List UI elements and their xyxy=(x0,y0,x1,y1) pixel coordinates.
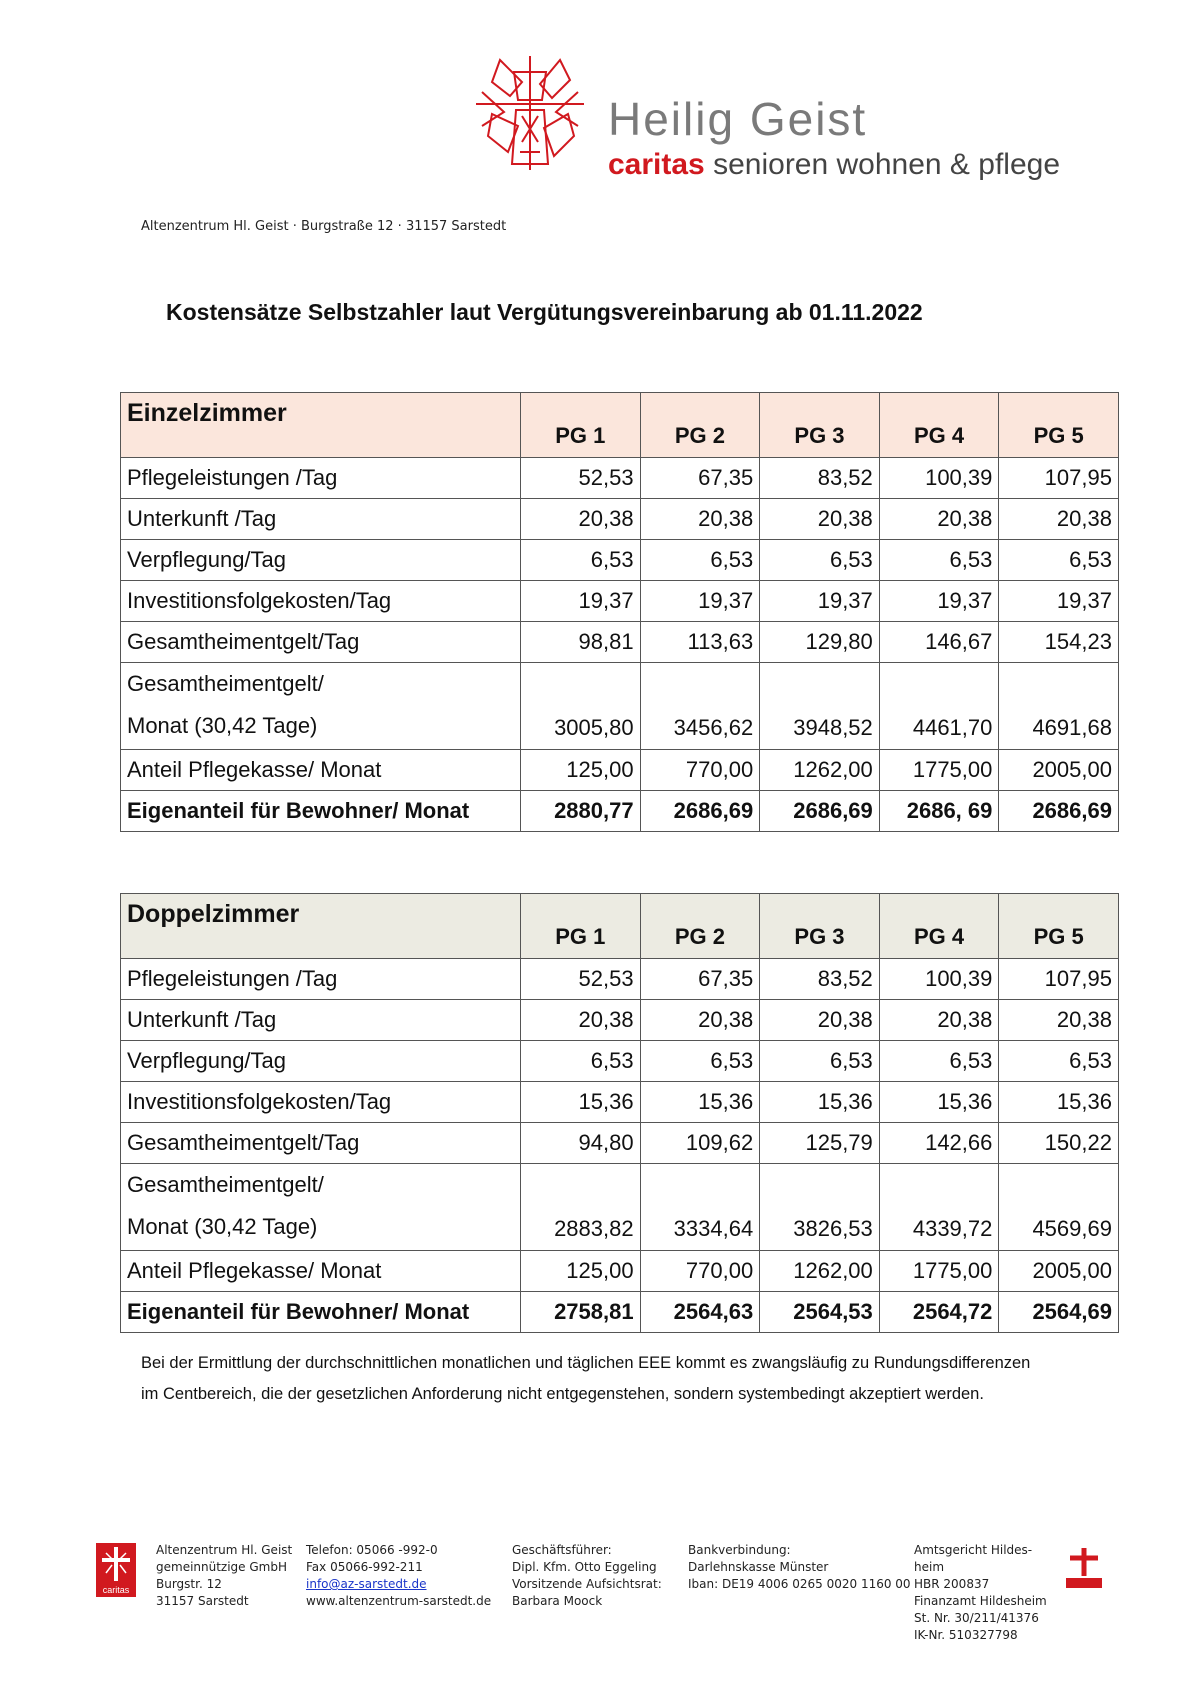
cell-value: 142,66 xyxy=(879,1123,999,1164)
cell-value: 2686,69 xyxy=(999,791,1119,832)
column-header: PG 4 xyxy=(879,894,999,959)
row-label: Verpflegung/Tag xyxy=(121,540,521,581)
cell-value: 4339,72 xyxy=(879,1164,999,1251)
cell-value: 6,53 xyxy=(521,540,641,581)
footer-line: Vorsitzende Aufsichtsrat: xyxy=(512,1577,662,1591)
cell-value: 146,67 xyxy=(879,622,999,663)
sender-address: Altenzentrum Hl. Geist · Burgstraße 12 · 31157 Sarstedt xyxy=(141,219,507,234)
cell-value: 770,00 xyxy=(640,1251,760,1292)
row-label: Pflegeleistungen /Tag xyxy=(121,458,521,499)
column-header: PG 1 xyxy=(521,894,641,959)
cell-value: 2564,53 xyxy=(760,1292,880,1333)
table-row xyxy=(121,663,1119,750)
table-header-row xyxy=(121,894,1119,959)
row-label: Anteil Pflegekasse/ Monat xyxy=(121,750,521,791)
row-label-line: Gesamtheimentgelt/ xyxy=(127,671,324,696)
footer-address xyxy=(156,1542,292,1610)
cell-value: 4691,68 xyxy=(999,663,1119,750)
table-row xyxy=(121,1251,1119,1292)
cell-value: 15,36 xyxy=(999,1082,1119,1123)
footer-line: Iban: DE19 4006 0265 0020 1160 00 xyxy=(688,1577,911,1591)
cell-value: 2758,81 xyxy=(521,1292,641,1333)
footer-phone: Telefon: 05066 -992-0 xyxy=(306,1543,438,1557)
table-row xyxy=(121,959,1119,1000)
footer-line: heim xyxy=(914,1560,945,1574)
row-label: Eigenanteil für Bewohner/ Monat xyxy=(121,1292,521,1333)
table-row xyxy=(121,581,1119,622)
footer-line: Darlehnskasse Münster xyxy=(688,1560,829,1574)
footer-web: www.altenzentrum-sarstedt.de xyxy=(306,1594,492,1608)
footer-fax: Fax 05066-992-211 xyxy=(306,1560,423,1574)
table-title: Doppelzimmer xyxy=(121,894,521,959)
cell-value: 3005,80 xyxy=(521,663,641,750)
footer-management xyxy=(512,1542,662,1610)
cell-value: 770,00 xyxy=(640,750,760,791)
cell-value: 6,53 xyxy=(999,1041,1119,1082)
footer-contact xyxy=(306,1542,491,1610)
cell-value: 3826,53 xyxy=(760,1164,880,1251)
cell-value: 15,36 xyxy=(760,1082,880,1123)
cell-value: 83,52 xyxy=(760,458,880,499)
table-title: Einzelzimmer xyxy=(121,393,521,458)
row-label: Gesamtheimentgelt/Tag xyxy=(121,622,521,663)
footer-line: HBR 200837 xyxy=(914,1577,990,1591)
row-label: Eigenanteil für Bewohner/ Monat xyxy=(121,791,521,832)
row-label: Verpflegung/Tag xyxy=(121,1041,521,1082)
cell-value: 2686, 69 xyxy=(879,791,999,832)
total-row xyxy=(121,1292,1119,1333)
footer-line: 31157 Sarstedt xyxy=(156,1594,249,1608)
table-row xyxy=(121,499,1119,540)
cell-value: 6,53 xyxy=(879,540,999,581)
table-row xyxy=(121,1041,1119,1082)
cell-value: 20,38 xyxy=(999,499,1119,540)
cell-value: 109,62 xyxy=(640,1123,760,1164)
row-label: Investitionsfolgekosten/Tag xyxy=(121,581,521,622)
footer-line: Burgstr. 12 xyxy=(156,1577,222,1591)
brand-subtitle-rest: senioren wohnen & pflege xyxy=(713,148,1061,181)
row-label-line: Monat (30,42 Tage) xyxy=(127,713,318,738)
row-label xyxy=(121,663,521,750)
cell-value: 125,79 xyxy=(760,1123,880,1164)
footer-bank xyxy=(688,1542,911,1593)
cell-value: 94,80 xyxy=(521,1123,641,1164)
column-header: PG 5 xyxy=(999,894,1119,959)
column-header: PG 2 xyxy=(640,393,760,458)
document-title: Kostensätze Selbstzahler laut Vergütungsvereinbarung ab 01.11.2022 xyxy=(166,299,923,325)
row-label: Anteil Pflegekasse/ Monat xyxy=(121,1251,521,1292)
cell-value: 1775,00 xyxy=(879,1251,999,1292)
table-row xyxy=(121,458,1119,499)
cell-value: 2883,82 xyxy=(521,1164,641,1251)
cell-value: 6,53 xyxy=(879,1041,999,1082)
cell-value: 6,53 xyxy=(640,1041,760,1082)
cell-value: 6,53 xyxy=(521,1041,641,1082)
table-row xyxy=(121,1123,1119,1164)
cell-value: 20,38 xyxy=(640,499,760,540)
table-row xyxy=(121,622,1119,663)
cell-value: 150,22 xyxy=(999,1123,1119,1164)
cell-value: 2880,77 xyxy=(521,791,641,832)
row-label-line: Monat (30,42 Tage) xyxy=(127,1214,318,1239)
cell-value: 2686,69 xyxy=(640,791,760,832)
cell-value: 100,39 xyxy=(879,959,999,1000)
cell-value: 3334,64 xyxy=(640,1164,760,1251)
cell-value: 52,53 xyxy=(521,458,641,499)
footer-line: gemeinnützige GmbH xyxy=(156,1560,288,1574)
footer-registry xyxy=(914,1542,1047,1644)
table-row xyxy=(121,540,1119,581)
cell-value: 98,81 xyxy=(521,622,641,663)
table-row xyxy=(121,1082,1119,1123)
caritas-logo-text: caritas xyxy=(102,1585,130,1595)
cell-value: 67,35 xyxy=(640,458,760,499)
footer-line: Amtsgericht Hildes- xyxy=(914,1543,1033,1557)
footer-line: Bankverbindung: xyxy=(688,1543,791,1557)
cell-value: 15,36 xyxy=(640,1082,760,1123)
cell-value: 19,37 xyxy=(999,581,1119,622)
cell-value: 19,37 xyxy=(760,581,880,622)
cell-value: 20,38 xyxy=(521,1000,641,1041)
footer-line: St. Nr. 30/211/41376 xyxy=(914,1611,1039,1625)
cell-value: 20,38 xyxy=(879,499,999,540)
cell-value: 52,53 xyxy=(521,959,641,1000)
row-label: Pflegeleistungen /Tag xyxy=(121,959,521,1000)
table-row xyxy=(121,1164,1119,1251)
cell-value: 19,37 xyxy=(879,581,999,622)
row-label-line: Gesamtheimentgelt/ xyxy=(127,1172,324,1197)
cell-value: 1262,00 xyxy=(760,1251,880,1292)
footer-line: Geschäftsführer: xyxy=(512,1543,612,1557)
cell-value: 2686,69 xyxy=(760,791,880,832)
cell-value: 1262,00 xyxy=(760,750,880,791)
cell-value: 6,53 xyxy=(640,540,760,581)
cell-value: 2564,69 xyxy=(999,1292,1119,1333)
cell-value: 3948,52 xyxy=(760,663,880,750)
brand-caritas: caritas xyxy=(608,148,705,181)
cell-value: 6,53 xyxy=(760,540,880,581)
cell-value: 107,95 xyxy=(999,458,1119,499)
column-header: PG 3 xyxy=(760,894,880,959)
footer-email-link[interactable]: info@az-sarstedt.de xyxy=(306,1577,427,1591)
cell-value: 125,00 xyxy=(521,1251,641,1292)
cell-value: 4461,70 xyxy=(879,663,999,750)
cell-value: 4569,69 xyxy=(999,1164,1119,1251)
cell-value: 2005,00 xyxy=(999,1251,1119,1292)
brand-title: Heilig Geist xyxy=(608,93,868,145)
doppelzimmer-table xyxy=(120,893,1119,1333)
cell-value: 20,38 xyxy=(999,1000,1119,1041)
table-row xyxy=(121,1000,1119,1041)
rounding-note: Bei der Ermittlung der durchschnittlichen monatlichen und täglichen EEE kommt es zwangsläufig zu Rundungsdifferenzen im Centbereich, die der gesetzlichen Anforderung nicht entgegenstehen, sondern systembedingt akzeptiert werden. xyxy=(141,1354,1031,1403)
footer-line: Barbara Moock xyxy=(512,1594,603,1608)
cell-value: 15,36 xyxy=(521,1082,641,1123)
care-association-logo-icon xyxy=(1062,1546,1106,1592)
cell-value: 2005,00 xyxy=(999,750,1119,791)
row-label: Gesamtheimentgelt/Tag xyxy=(121,1123,521,1164)
cell-value: 19,37 xyxy=(521,581,641,622)
row-label: Unterkunft /Tag xyxy=(121,1000,521,1041)
column-header: PG 2 xyxy=(640,894,760,959)
heilig-geist-cross-logo xyxy=(470,52,590,174)
cell-value: 129,80 xyxy=(760,622,880,663)
brand-subtitle xyxy=(608,148,1060,182)
table-header-row xyxy=(121,393,1119,458)
cell-value: 19,37 xyxy=(640,581,760,622)
column-header: PG 5 xyxy=(999,393,1119,458)
cell-value: 20,38 xyxy=(879,1000,999,1041)
footer-line: Finanzamt Hildesheim xyxy=(914,1594,1047,1608)
cell-value: 125,00 xyxy=(521,750,641,791)
cell-value: 20,38 xyxy=(640,1000,760,1041)
column-header: PG 3 xyxy=(760,393,880,458)
caritas-logo-icon xyxy=(96,1543,136,1597)
row-label: Unterkunft /Tag xyxy=(121,499,521,540)
footer-line: Altenzentrum Hl. Geist xyxy=(156,1543,293,1557)
cell-value: 20,38 xyxy=(760,499,880,540)
footer-line: Dipl. Kfm. Otto Eggeling xyxy=(512,1560,657,1574)
cell-value: 20,38 xyxy=(521,499,641,540)
row-label xyxy=(121,1164,521,1251)
cell-value: 67,35 xyxy=(640,959,760,1000)
cell-value: 83,52 xyxy=(760,959,880,1000)
cell-value: 154,23 xyxy=(999,622,1119,663)
cell-value: 15,36 xyxy=(879,1082,999,1123)
cell-value: 3456,62 xyxy=(640,663,760,750)
cell-value: 6,53 xyxy=(999,540,1119,581)
cell-value: 6,53 xyxy=(760,1041,880,1082)
einzelzimmer-table xyxy=(120,392,1119,832)
cell-value: 113,63 xyxy=(640,622,760,663)
table-row xyxy=(121,750,1119,791)
cell-value: 100,39 xyxy=(879,458,999,499)
cell-value: 107,95 xyxy=(999,959,1119,1000)
footer-line: IK-Nr. 510327798 xyxy=(914,1628,1018,1642)
column-header: PG 4 xyxy=(879,393,999,458)
cell-value: 20,38 xyxy=(760,1000,880,1041)
row-label: Investitionsfolgekosten/Tag xyxy=(121,1082,521,1123)
cell-value: 2564,72 xyxy=(879,1292,999,1333)
column-header: PG 1 xyxy=(521,393,641,458)
cell-value: 1775,00 xyxy=(879,750,999,791)
cell-value: 2564,63 xyxy=(640,1292,760,1333)
total-row xyxy=(121,791,1119,832)
